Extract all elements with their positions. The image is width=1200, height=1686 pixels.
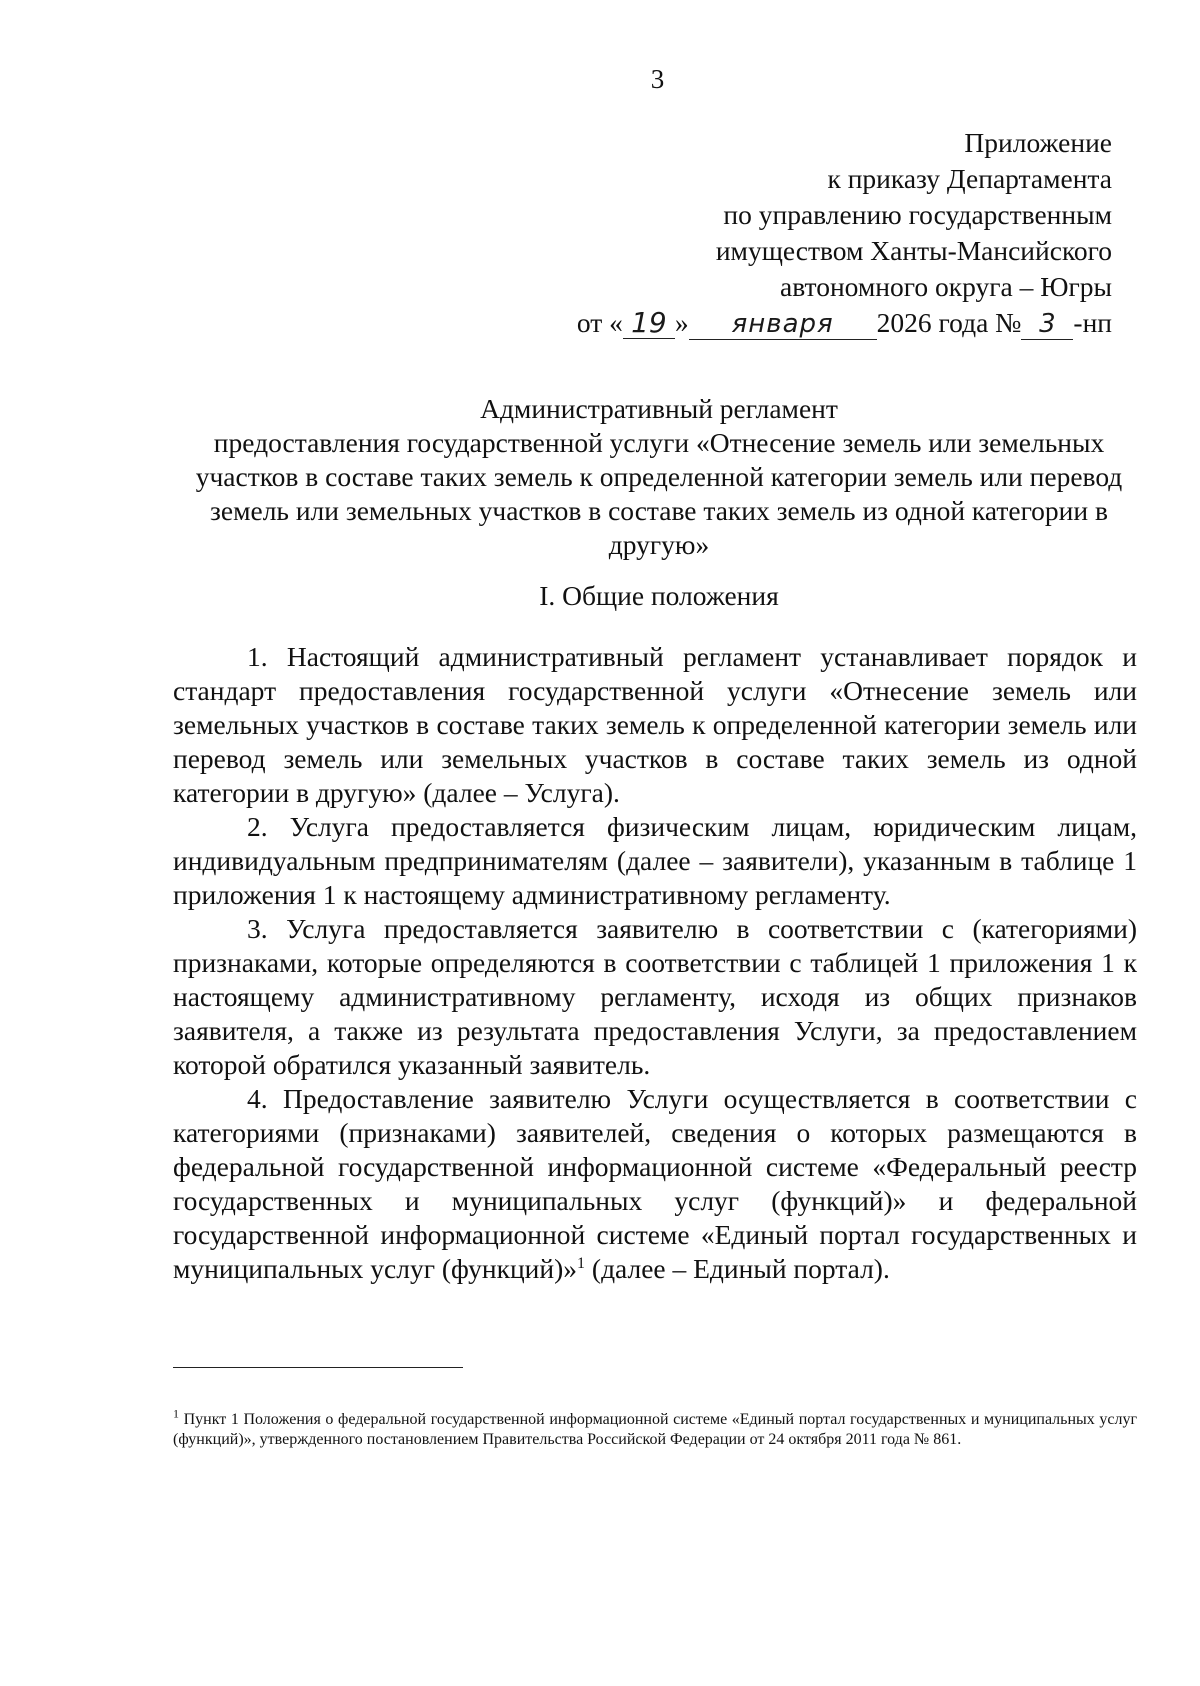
paragraph-number: 3. <box>247 913 268 944</box>
paragraph-3 <box>173 912 1137 1082</box>
approval-line-4: имуществом Ханты-Мансийского <box>715 235 1112 266</box>
paragraph-text: Предоставление заявителю Услуги осуществляется в соответствии с категориями (признаками) заявителей, сведения о которых размещаются в федеральной государственной информационной системе «Федеральный реестр государственных и муниципальных услуг (функций)» и федеральной государственной информационной системе «Единый портал государственных и муниципальных услуг (функций)» <box>173 1083 1138 1284</box>
page-number: 3 <box>650 64 665 94</box>
date-year-text: 2026 года № <box>876 307 1022 338</box>
footnote <box>173 1406 1138 1450</box>
approval-block <box>472 125 1112 341</box>
footnote-reference[interactable]: 1 <box>577 1254 586 1272</box>
approval-line-1: Приложение <box>964 127 1112 158</box>
paragraph-text: Услуга предоставляется заявителю в соответствии с (категориями) признаками, которые определяются в соответствии с таблицей 1 приложения 1 к настоящему административному регламенту, исходя из общих признаков заявителя, а также из результата предоставления Услуги, за предоставлением которой обратился указанный заявитель. <box>173 913 1138 1080</box>
handwritten-order-number: 3 <box>1021 309 1073 340</box>
date-prefix: от « <box>576 307 623 338</box>
paragraph-number: 4. <box>247 1083 268 1114</box>
section-heading: I. Общие положения <box>539 580 779 611</box>
handwritten-month: января <box>689 309 877 340</box>
footnote-text: Пункт 1 Положения о федеральной государственной информационной системе «Единый портал государственных и муниципальных услуг (функций)», утвержденного постановлением Правительства Российской Федерации от 24 октября 2011 года № 861. <box>173 1411 1138 1448</box>
footnote-marker: 1 <box>173 1406 179 1421</box>
approval-line-2: к приказу Департамента <box>827 163 1112 194</box>
paragraph-number: 2. <box>247 811 268 842</box>
approval-date-line <box>472 305 1112 341</box>
paragraph-text-tail: (далее – Единый портал). <box>585 1253 890 1284</box>
paragraph-text: Услуга предоставляется физическим лицам, юридическим лицам, индивидуальным предпринимателям (далее – заявители), указанным в таблице 1 приложения 1 к настоящему административному регламенту. <box>173 811 1138 910</box>
approval-line-3: по управлению государственным <box>723 199 1112 230</box>
approval-line-5: автономного округа – Югры <box>780 271 1112 302</box>
paragraph-1 <box>173 640 1137 810</box>
date-quote-close: » <box>674 307 689 338</box>
paragraph-number: 1. <box>247 641 268 672</box>
order-suffix: -нп <box>1073 307 1112 338</box>
handwritten-day: 19 <box>623 308 675 339</box>
footnote-divider <box>173 1367 463 1368</box>
document-title: Административный регламент <box>480 393 838 424</box>
document-subtitle: предоставления государственной услуги «Отнесение земель или земельных участков в составе таких земель к определенной категории земель или перевод земель или земельных участков в составе таких земель из одной категории в другую» <box>195 427 1123 560</box>
paragraph-text: Настоящий административный регламент устанавливает порядок и стандарт предоставления государственной услуги «Отнесение земель или земельных участков в составе таких земель к определенной категории земель или перевод земель или земельных участков в составе таких земель из одной категории в другую» (далее – Услуга). <box>173 641 1138 808</box>
paragraph-2 <box>173 810 1137 912</box>
body-text <box>173 640 1137 1286</box>
paragraph-4 <box>173 1082 1137 1286</box>
document-title-block <box>180 392 1138 562</box>
